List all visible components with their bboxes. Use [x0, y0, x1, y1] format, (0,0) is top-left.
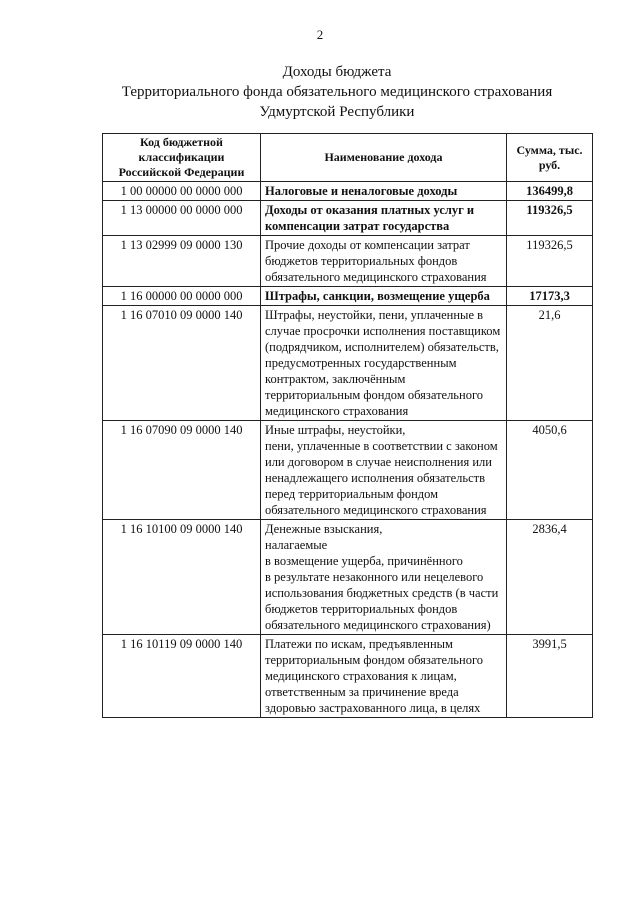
cell-sum: 119326,5: [507, 201, 593, 236]
cell-name: Иные штрафы, неустойки, пени, уплаченные в соответствии с законом или договором в случае неисполнения или ненадлежащего исполнения обязательств перед территориальным фондом обязательного медицинского страхования: [261, 421, 507, 520]
table-row: [103, 421, 593, 520]
document-title: [0, 62, 640, 122]
header-name: Наименование дохода: [261, 134, 507, 182]
cell-sum: 21,6: [507, 306, 593, 421]
cell-code: 1 16 10119 09 0000 140: [103, 635, 261, 718]
cell-code: 1 16 07010 09 0000 140: [103, 306, 261, 421]
cell-code: 1 16 00000 00 0000 000: [103, 287, 261, 306]
cell-name: Штрафы, неустойки, пени, уплаченные в случае просрочки исполнения поставщиком (подрядчиком, исполнителем) обязательств, предусмотренных государственным контрактом, заключённым территориальным фондом обязательного медицинского страхования: [261, 306, 507, 421]
cell-sum: 17173,3: [507, 287, 593, 306]
table-row: [103, 201, 593, 236]
title-line-1: Доходы бюджета: [282, 64, 392, 80]
cell-name: Платежи по искам, предъявленным территориальным фондом обязательного медицинского страхования к лицам, ответственным за причинение вреда здоровью застрахованного лица, в целях: [261, 635, 507, 718]
cell-code: 1 13 02999 09 0000 130: [103, 236, 261, 287]
cell-sum: 136499,8: [507, 182, 593, 201]
page-number: 2: [316, 27, 324, 42]
table-row: [103, 287, 593, 306]
cell-sum: 2836,4: [507, 520, 593, 635]
income-table: [102, 133, 593, 718]
cell-name: Штрафы, санкции, возмещение ущерба: [261, 287, 507, 306]
cell-name: Прочие доходы от компенсации затрат бюджетов территориальных фондов обязательного медицинского страхования: [261, 236, 507, 287]
cell-name: Доходы от оказания платных услуг и компенсации затрат государства: [261, 201, 507, 236]
cell-code: 1 16 10100 09 0000 140: [103, 520, 261, 635]
cell-name: Денежные взыскания, налагаемые в возмещение ущерба, причинённого в результате незаконного или нецелевого использования бюджетных средств (в части бюджетов территориальных фондов обязательного медицинского страхования): [261, 520, 507, 635]
cell-sum: 4050,6: [507, 421, 593, 520]
cell-name: Налоговые и неналоговые доходы: [261, 182, 507, 201]
table-row: [103, 236, 593, 287]
table-row: [103, 182, 593, 201]
title-line-3: Удмуртской Республики: [259, 104, 415, 120]
header-sum: Сумма, тыс. руб.: [507, 134, 593, 182]
table-row: [103, 306, 593, 421]
cell-sum: 119326,5: [507, 236, 593, 287]
table-header-row: [103, 134, 593, 182]
header-code: Код бюджетной классификации Российской Федерации: [103, 134, 261, 182]
cell-sum: 3991,5: [507, 635, 593, 718]
cell-code: 1 00 00000 00 0000 000: [103, 182, 261, 201]
cell-code: 1 16 07090 09 0000 140: [103, 421, 261, 520]
table-row: [103, 520, 593, 635]
table-row: [103, 635, 593, 718]
cell-code: 1 13 00000 00 0000 000: [103, 201, 261, 236]
title-line-2: Территориального фонда обязательного медицинского страхования: [121, 84, 553, 100]
